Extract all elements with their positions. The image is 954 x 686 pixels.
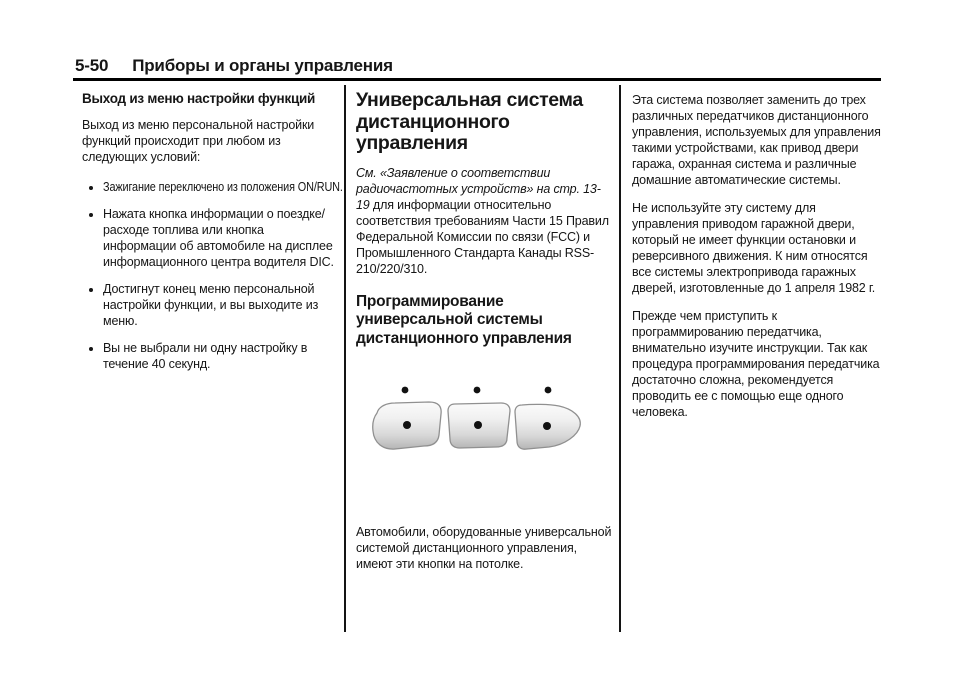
left-column (82, 91, 343, 383)
list-item-text: Достигнут конец меню персональной настройки функции, и вы выходите из меню. (103, 282, 319, 328)
list-item-text: Нажата кнопка информации о поездке/расходе топлива или кнопка информации об автомобиле на дисплее информационного центра водителя DIC. (103, 207, 334, 269)
left-button-dot (403, 421, 411, 429)
figure-caption: Автомобили, оборудованные универсальной системой дистанционного управления, имеют эти кнопки на потолке. (356, 525, 612, 571)
middle-column (356, 90, 612, 572)
page-number: 5-50 (75, 56, 109, 75)
callout-dot-right (545, 387, 552, 394)
reference-regular-text: для информации относительно соответствия требованиям Части 15 Правил Федеральной Комиссии по связи (FCC) и Промышленного Стандарта Канады RSS-210/220/310. (356, 197, 609, 276)
right-button-dot (543, 422, 551, 430)
callout-dot-middle (474, 387, 481, 394)
right-column (632, 92, 882, 432)
transmitter-buttons-illustration (360, 380, 594, 474)
header-rule (73, 78, 881, 81)
transmitter-buttons-image (360, 380, 594, 474)
chapter-title: Приборы и органы управления (132, 56, 393, 75)
list-item-text: Зажигание переключено из положения ON/RUN. (103, 180, 343, 194)
middle-button-dot (474, 421, 482, 429)
list-item (103, 206, 335, 270)
column-divider (344, 85, 346, 632)
body-paragraph: Прежде чем приступить к программированию передатчика, внимательно изучите инструкции. Так как процедура программирования передатчика достаточно сложна, рекомендуется проводить ее с помощью еще одного человека. (632, 309, 880, 419)
list-item-text: Вы не выбрали ни одну настройку в течение 40 секунд. (103, 341, 308, 371)
list-item (103, 340, 335, 372)
section-heading: Выход из меню настройки функций (82, 91, 316, 106)
body-paragraph: Эта система позволяет заменить до трех различных передатчиков дистанционного управления, используемых для управления такими устройствами, как привод двери гаража, охранная система и различные домашние автоматические системы. (632, 93, 881, 187)
exit-conditions-list (82, 179, 343, 372)
reference-italic-text: См. «Заявление о соответствии радиочастотных устройств» на стр. 13-19 (356, 165, 601, 212)
list-item (103, 179, 343, 195)
column-divider (619, 85, 621, 632)
list-item (103, 281, 335, 329)
main-heading: Универсальная система дистанционного управления (356, 89, 583, 154)
subsection-heading: Программирование универсальной системы дистанционного управления (356, 292, 572, 347)
reference-paragraph (356, 165, 612, 277)
callout-dot-left (402, 387, 409, 394)
body-paragraph: Не используйте эту систему для управления приводом гаражной двери, который не имеет функции остановки и реверсивного движения. К ним относятся все системы электропривода гаражных дверей, изготовленные до 1 апреля 1982 г. (632, 201, 876, 295)
page-header (75, 56, 393, 76)
intro-paragraph: Выход из меню персональной настройки функций происходит при любом из следующих условий: (82, 118, 315, 164)
